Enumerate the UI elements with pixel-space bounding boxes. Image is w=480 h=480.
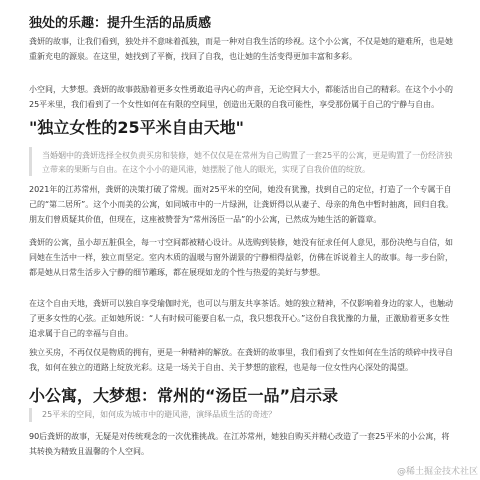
section-1-paragraph-1: 2021年的江苏常州，龚妍的决策打破了常规。面对25平米的空间，她没有犹豫，找到自己的定位，打造了一个专属于自己的“第二居所”。这个小而美的公寓，如同城市中的一片绿洲，让龚妍得以从妻子、母亲的角色中暂时抽离，回归自我。朋友们曾质疑其价值，但现在，这座被赞誉为“常州汤臣一品”的小公寓，已然成为她生活的新篇章。 bbox=[29, 185, 454, 224]
section-2-quote: 25平米的空间，如何成为城市中的避风港，演绎品质生活的奇迹？ bbox=[29, 408, 456, 422]
article-title: 独处的乐趣：提升生活的品质感 bbox=[29, 16, 212, 31]
section-1-quote: 当婚姻中的龚妍选择全权负责买房和装修，她不仅仅是在常州为自己购置了一套25平的公寓，更是购置了一份经济独立带来的果断与自由。在这个小小的避风港，她摆脱了他人的眼光，实现了自我价值的绽放。 bbox=[29, 147, 456, 176]
section-1-paragraph-2: 龚妍的公寓，虽小却五脏俱全，每一寸空间都被精心设计。从选购到装修，她没有征求任何人意见，那份决绝与自信，如同她在生活中一样，独立而坚定。室内木质的温暖与窗外湖景的宁静相得益彰，仿佛在诉说着主人的故事。每一步台阶，都是她从日常生活步入宁静的细节雕琢，都在展现如龙的个性与热爱的美好与梦想。 bbox=[29, 238, 453, 277]
intro-paragraph-2: 小空间，大梦想。龚妍的故事鼓励着更多女性勇敢追寻内心的声音，无论空间大小，都能活出自己的精彩。在这个小小的25平米里，我们看到了一个女性如何在有限的空间里，创造出无限的自我可能性，享受那份属于自己的宁静与自由。 bbox=[29, 85, 453, 109]
section-2-paragraph-1: 90后龚妍的故事，无疑是对传统观念的一次优雅挑战。在江苏常州，她独自购买并精心改造了一套25平米的小公寓，将其转换为精致且温馨的个人空间。 bbox=[29, 432, 450, 456]
section-1-paragraph-3: 在这个自由天地，龚妍可以独自享受瑜伽时光，也可以与朋友共享茶话。她的独立精神，不仅影响着身边的家人，也触动了更多女性的心弦。正如她所说：“人有时候可能要自私一点，我只想我开心。”这份自我犹豫的力量，正激励着更多女性追求属于自己的幸福与自由。 bbox=[29, 299, 453, 338]
intro-paragraph-1: 龚妍的故事，让我们看到，独处并不意味着孤独，而是一种对自我生活的珍视。这个小公寓，不仅是她的避难所，也是她重新充电的源泉。在这里，她找到了平衡，找回了自我，也让她的生活变得更加丰富和多彩。 bbox=[29, 37, 453, 61]
section-2-heading: 小公寓，大梦想：常州的“汤臣一品”启示录 bbox=[29, 386, 339, 405]
watermark: @稀土掘金技术社区 bbox=[396, 467, 478, 477]
section-1-paragraph-4: 独立买房，不再仅仅是物质的拥有，更是一种精神的解放。在龚妍的故事里，我们看到了女性如何在生活的琐碎中找寻自我，如何在独立的道路上绽放光彩。这是一场关于自由、关于梦想的旅程，也是每一位女性内心深处的渴望。 bbox=[29, 348, 453, 372]
section-1-heading: "独立女性的25平米自由天地" bbox=[29, 118, 244, 137]
